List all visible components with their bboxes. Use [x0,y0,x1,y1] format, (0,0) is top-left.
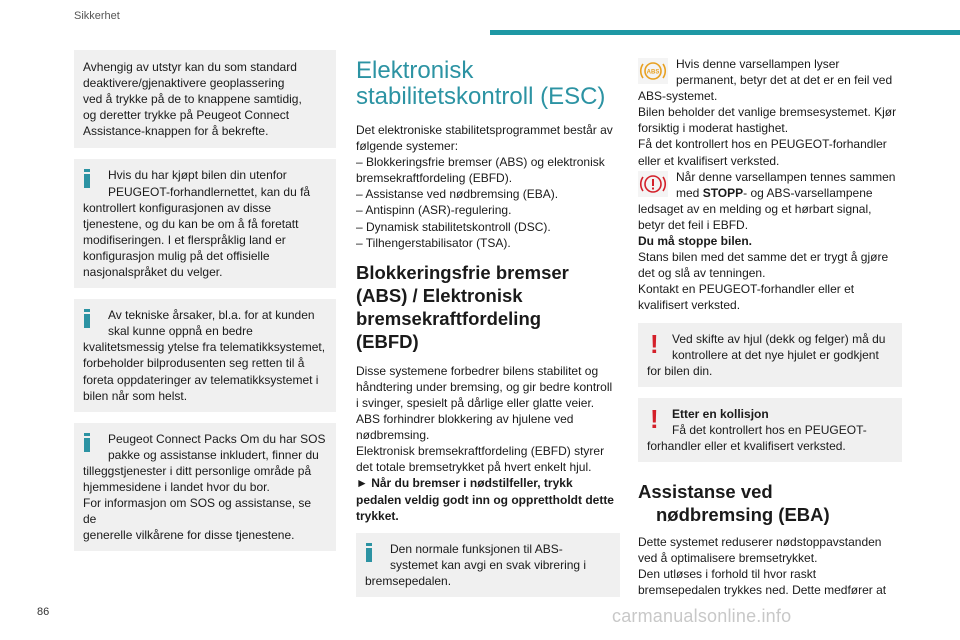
text-run: med [676,185,703,200]
intro-line: – Blokkeringsfrie bremser (ABS) og elektronisk [356,155,605,170]
info-note-connect-packs [74,423,336,552]
title-line: stabilitetskontroll (ESC) [356,83,606,110]
bold-line [638,233,902,249]
note-lead: skal kunne oppnå en bedre [108,324,253,339]
note-line: kvalitetsmessig ytelse fra telematikksystemet, [83,340,326,355]
body-line: ved å optimalisere bremsetrykket. [638,551,818,566]
warning-note-collision [638,398,902,462]
warning-icon: ! [650,328,659,359]
intro-line: Det elektroniske stabilitetsprogrammet består av [356,123,613,137]
note-lead: Av tekniske årsaker, bl.a. for at kunden [108,308,315,323]
geolocation-box [74,50,336,148]
note-line: foreta oppdateringer av telematikksystemet i [83,372,319,387]
warning-icon: ! [650,403,659,434]
body-line: ledsaget av en melding og et hørbart signal, [638,201,872,216]
intro-line: – Tilhengerstabilisator (TSA). [356,235,511,250]
body-line: Elektronisk bremsekraftfordeling (EBFD) styrer [356,444,605,459]
body-line: Få det kontrollert hos en PEUGEOT-forhandler [638,137,887,152]
body-line: ABS forhindrer blokkering av hjulene ved [356,412,574,427]
heading-abs-ebfd [356,261,620,353]
info-note-telematics [74,299,336,412]
heading-line: nødbremsing (EBA) [656,504,830,526]
body-line: forsiktig i moderat hastighet. [638,121,789,136]
bold-text: ► Når du bremser i nødstilfeller, trykk [356,476,573,491]
body-line: eller et kvalifisert verksted. [638,153,780,168]
body-line: Dette systemet reduserer nødstoppavstanden [638,535,882,550]
bold-line [356,508,620,524]
note-lead: Hvis du har kjøpt bilen din utenfor [108,168,287,183]
note-lead: Den normale funksjonen til ABS- [390,541,563,556]
note-line: tilleggstjenester i ditt personlige område på [83,463,312,478]
lamp-lead [676,185,902,201]
body-line: det og slå av tenningen. [638,266,766,281]
bold-text: trykket. [356,508,399,523]
note-line: konfigurasjon mulig på det offisielle [83,248,270,263]
page-header-label: Sikkerhet [74,10,120,22]
info-icon [83,433,91,453]
note-line: for bilen din. [647,363,713,378]
esc-intro [356,122,620,251]
abs-warning-lamp-icon [638,58,668,84]
body-line: i svinger, spesielt på dårlige eller glatte veier. [356,395,595,410]
lamp-lead: permanent, betyr det at det er en feil ved [676,73,893,88]
body-line: det totale bremsetrykket på hvert enkelt hjul. [356,460,592,475]
ebfd-warning-lamp-icon [638,171,668,197]
note-line: For informasjon om SOS og assistanse, se de [83,496,312,527]
body-line: håndtering under bremsing, og gir bedre kontroll [356,379,613,394]
abs-text [356,363,620,524]
bold-text: pedalen veldig godt inn og opprettholdt dette [356,492,614,507]
body-line: Stans bilen med det samme det er trygt å gjøre [638,250,889,265]
header-accent-bar [490,30,960,35]
ebfd-lamp-paragraph [638,169,902,201]
note-title [647,406,893,422]
svg-text:ABS: ABS [646,69,660,76]
info-note-abs-vibration [356,533,620,597]
box-line: ved å trykke på de to knappene samtidig, [83,92,302,107]
note-line: hjemmesidene i landet hvor du bor. [83,479,270,494]
box-line: Assistance-knappen for å bekrefte. [83,124,269,139]
text-run: - og ABS-varsellampene [743,185,873,200]
body-line: bremsepedalen trykkes ned. Dette medfører at [638,583,887,598]
column-right [638,50,902,598]
intro-line: – Dynamisk stabilitetskontroll (DSC). [356,219,551,234]
body-line: kvalifisert verksted. [638,298,741,313]
column-middle [356,50,620,608]
note-line: generelle vilkårene for disse tjenestene. [83,528,295,543]
note-lead: kontrollere at det nye hjulet er godkjent [672,347,879,362]
heading-line: (ABS) / Elektronisk [356,284,523,306]
bold-text: Etter en kollisjon [672,406,769,421]
body-line: nødbremsing. [356,428,430,443]
intro-line: følgende systemer: [356,139,459,154]
heading-line: Blokkeringsfrie bremser [356,261,569,283]
note-line: bremsepedalen. [365,573,452,588]
page-number: 86 [37,606,50,618]
note-line: forbeholder bilprodusenten seg retten til å [83,356,305,371]
heading-eba [638,480,902,526]
heading-line: bremsekraftfordeling [356,307,542,329]
intro-line: – Assistanse ved nødbremsing (EBA). [356,187,559,202]
abs-lamp-paragraph [638,56,902,88]
body-line: Kontakt en PEUGEOT-forhandler eller et [638,282,855,297]
body-line: Bilen beholder det vanlige bremsesystemet. Kjør [638,105,897,120]
bold-text: Du må stoppe bilen. [638,234,753,249]
note-line: nasjonalspråket du velger. [83,265,223,280]
info-icon [365,543,373,563]
body-line: Den utløses i forhold til hvor raskt [638,567,817,582]
note-line: kontrollert konfigurasjonen av disse [83,200,272,215]
note-lead: PEUGEOT-forhandlernettet, kan du få [108,184,311,199]
note-line: forhandler eller et kvalifisert verksted. [647,438,846,453]
note-line: modifiseringen. I et flerspråklig land er [83,232,286,247]
heading-line: Assistanse ved [638,481,773,503]
heading-line: (EBFD) [356,330,419,352]
body-line: ABS-systemet. [638,89,718,104]
bold-line [356,475,620,491]
watermark: carmanualsonline.info [612,606,792,626]
body-line: Disse systemene forbedrer bilens stabilitet og [356,363,599,378]
section-title-esc [356,58,620,110]
bold-line [356,492,620,508]
lamp-lead: Når denne varsellampen tennes sammen [676,169,896,184]
note-lead: pakke og assistanse inkludert, finner du [108,447,319,462]
bold-text: STOPP [702,185,744,200]
info-icon [83,169,91,189]
title-line: Elektronisk [356,57,474,84]
box-line: Avhengig av utstyr kan du som standard [83,60,297,74]
intro-line: bremsekraftfordeling (EBFD). [356,171,513,186]
note-lead: systemet kan avgi en svak vibrering i [390,557,587,572]
box-line: deaktivere/gjenaktivere geoplassering [83,76,285,91]
intro-line: – Antispinn (ASR)-regulering. [356,203,512,218]
info-icon [83,309,91,329]
lamp-lead: Hvis denne varsellampen lyser [676,57,840,71]
note-lead: Ved skifte av hjul (dekk og felger) må du [672,331,886,346]
column-left [74,50,336,562]
note-line: bilen når som helst. [83,388,188,403]
body-line: betyr det feil i EBFD. [638,217,749,232]
info-note-configuration [74,159,336,288]
note-line: tjenestene, og du kan be om å få foretatt [83,216,299,231]
warning-note-wheel-change [638,323,902,387]
note-lead: Peugeot Connect Packs Om du har SOS [108,431,326,446]
box-line: og deretter trykke på Peugeot Connect [83,108,290,123]
note-lead: Få det kontrollert hos en PEUGEOT- [672,422,867,437]
